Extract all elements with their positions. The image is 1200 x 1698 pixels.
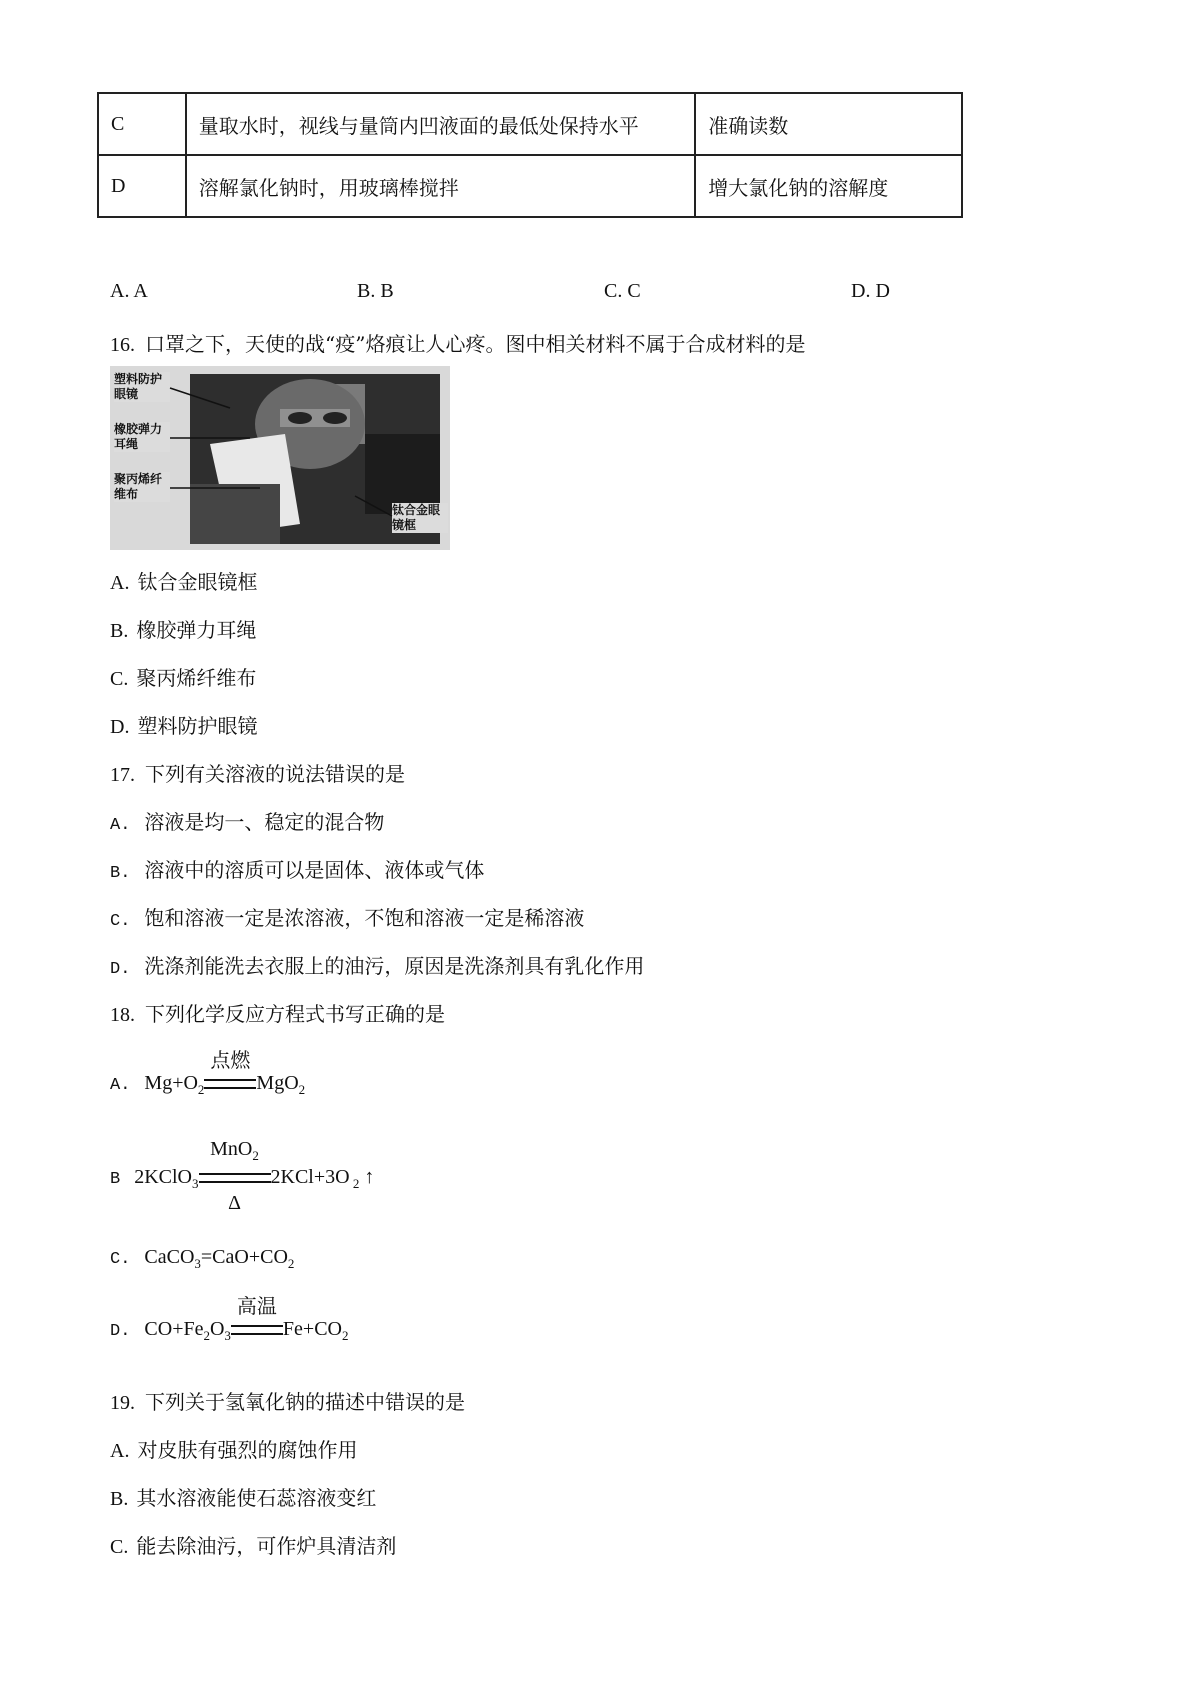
figure-pointer-lines <box>110 366 450 550</box>
question-stem: 下列关于氢氧化钠的描述中错误的是 <box>145 1390 465 1414</box>
q19-stem-line <box>110 1386 465 1415</box>
q17-option-c: C. 饱和溶液一定是浓溶液，不饱和溶液一定是稀溶液 <box>110 906 585 931</box>
mask-photo-figure <box>110 366 450 550</box>
q18-stem-line <box>110 998 445 1027</box>
table-cell-purpose: 准确读数 <box>695 93 962 155</box>
q16-option-c: C. 聚丙烯纤维布 <box>110 666 257 690</box>
reaction-condition-arrow: MnO$_2$ Δ <box>199 1166 271 1189</box>
q16-stem-line <box>110 328 805 357</box>
q15-options <box>110 280 930 308</box>
table-cell-purpose: 增大氯化钠的溶解度 <box>695 155 962 217</box>
question-number: 18. <box>110 1004 135 1026</box>
q16-option-b: B. 橡胶弹力耳绳 <box>110 618 257 642</box>
figure-label-frame: 钛合金眼镜框 <box>392 503 448 533</box>
table-cell-operation: 量取水时，视线与量筒内凹液面的最低处保持水平 <box>186 93 696 155</box>
q19-option-a: A. 对皮肤有强烈的腐蚀作用 <box>110 1438 358 1462</box>
q19-option-b: B. 其水溶液能使石蕊溶液变红 <box>110 1486 377 1510</box>
question-stem: 下列有关溶液的说法错误的是 <box>145 762 405 786</box>
q17-option-d: D. 洗涤剂能洗去衣服上的油污，原因是洗涤剂具有乳化作用 <box>110 954 645 979</box>
q18-option-a: A. $Mg+O_2$ 点燃 MgO$_2$ <box>110 1048 306 1097</box>
table-cell-option: C <box>98 93 186 155</box>
q17-option-b: B. 溶液中的溶质可以是固体、液体或气体 <box>110 858 485 883</box>
q15-option-a: A. A <box>110 280 148 302</box>
q17-stem-line <box>110 758 405 787</box>
question-stem: 口罩之下，天使的战“疫”烙痕让人心疼。图中相关材料不属于合成材料的是 <box>145 332 806 356</box>
figure-label-goggles: 塑料防护眼镜 <box>114 372 170 402</box>
table-row <box>98 93 962 155</box>
q19-option-c: C. 能去除油污，可作炉具清洁剂 <box>110 1534 397 1558</box>
question-stem: 下列化学反应方程式书写正确的是 <box>145 1002 445 1026</box>
question-number: 16. <box>110 334 135 356</box>
figure-label-earloop: 橡胶弹力耳绳 <box>114 422 170 452</box>
figure-label-fabric: 聚丙烯纤维布 <box>114 472 170 502</box>
q15-option-d: D. D <box>851 280 890 302</box>
q18-option-d: D. $CO+Fe_2O_3$ 高温 $Fe+CO_2$ <box>110 1294 349 1343</box>
q15-option-c: C. C <box>604 280 641 302</box>
reaction-condition-arrow: 高温 <box>231 1318 283 1341</box>
experiment-table <box>97 92 963 218</box>
q18-option-c: C. $CaCO_3=CaO+CO_2$ <box>110 1246 295 1271</box>
table-cell-operation: 溶解氯化钠时，用玻璃棒搅拌 <box>186 155 696 217</box>
q15-option-b: B. B <box>357 280 394 302</box>
table-cell-option: D <box>98 155 186 217</box>
q16-option-d: D. 塑料防护眼镜 <box>110 714 258 738</box>
table-row <box>98 155 962 217</box>
q18-option-b: B 2KClO$_3$ MnO$_2$ Δ 2KCl+3O $_2$ ↑ <box>110 1138 375 1214</box>
reaction-condition-arrow: 点燃 <box>204 1072 256 1095</box>
q16-option-a: A. 钛合金眼镜框 <box>110 570 258 594</box>
question-number: 17. <box>110 764 135 786</box>
question-number: 19. <box>110 1392 135 1414</box>
q17-option-a: A. 溶液是均一、稳定的混合物 <box>110 810 385 835</box>
